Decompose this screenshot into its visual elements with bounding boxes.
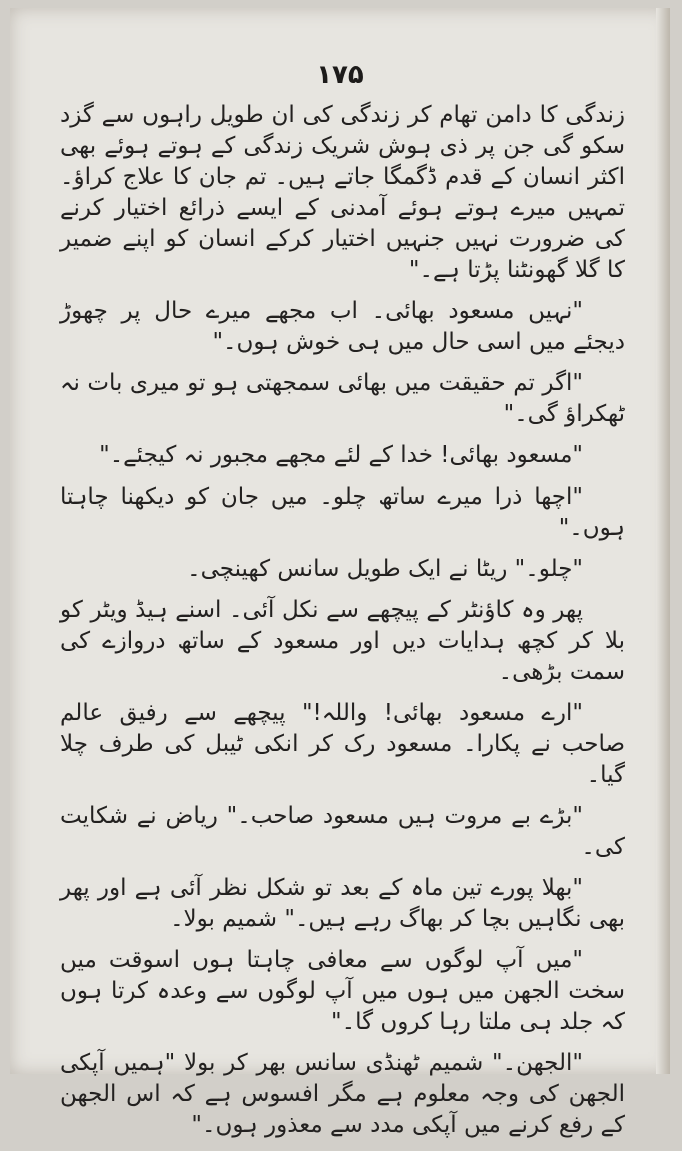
page-binding-shadow	[656, 8, 670, 1074]
paragraph-6: "چلو۔" ریٹا نے ایک طویل سانس کھینچی۔	[187, 555, 583, 582]
paragraph-11: "میں آپ لوگوں سے معافی چاہتا ہوں اسوقت میں سخت الجھن میں ہوں میں آپ لوگوں سے وعدہ کرتا ہوں کہ جلد ہی ملتا رہا کروں گا۔"	[60, 947, 625, 1036]
paragraph-9: "بڑے بے مروت ہیں مسعود صاحب۔" ریاض نے شکایت کی۔	[60, 802, 625, 860]
page-text	[60, 100, 625, 1151]
paragraph-7: پھر وہ کاؤنٹر کے پیچھے سے نکل آئی۔ اسنے ہیڈ ویٹر کو بلا کر کچھ ہدایات دیں اور مسعود کے ساتھ دروازے کی سمت بڑھی۔	[60, 596, 625, 685]
paragraph-3: "اگر تم حقیقت میں بھائی سمجھتی ہو تو میری بات نہ ٹھکراؤ گی۔"	[60, 370, 625, 428]
paragraph-8: "ارے مسعود بھائی! واللہ!" پیچھے سے رفیق عالم صاحب نے پکارا۔ مسعود رک کر انکی ٹیبل کی طرف چلا گیا۔	[60, 699, 625, 788]
paragraph-12: "الجھن۔" شمیم ٹھنڈی سانس بھر کر بولا "ہمیں آپکی الجھن کی وجہ معلوم ہے مگر افسوس ہے کہ اس الجھن کے رفع کرنے میں آپکی مدد سے معذور ہوں۔"	[60, 1050, 625, 1139]
paragraph-4: "مسعود بھائی! خدا کے لئے مجھے مجبور نہ کیجئے۔"	[99, 442, 583, 469]
paragraph-2: "نہیں مسعود بھائی۔ اب مجھے میرے حال پر چھوڑ دیجئے میں اسی حال میں ہی خوش ہوں۔"	[60, 298, 625, 356]
book-page	[10, 8, 670, 1139]
paragraph-1: زندگی کا دامن تھام کر زندگی کی ان طویل راہوں سے گزد سکو گی جن پر ذی ہوش شریک زندگی کے ہوتے ہوئے بھی اکثر انسان کے قدم ڈگمگا جاتے ہیں۔ تم جان کا علاج کراؤ۔ تمہیں میرے ہوتے ہوئے آمدنی کے ایسے ذرائع اختیار کرنے کی ضرورت نہیں جنہیں اختیار کرکے انسان کو اپنے ضمیر کا گلا گھونٹنا پڑتا ہے۔"	[60, 102, 625, 284]
page-number: ۱۷۵	[316, 60, 364, 90]
paragraph-5: "اچھا ذرا میرے ساتھ چلو۔ میں جان کو دیکھنا چاہتا ہوں۔"	[60, 483, 625, 541]
paragraph-10: "بھلا پورے تین ماہ کے بعد تو شکل نظر آئی ہے اور پھر بھی نگاہیں بچا کر بھاگ رہے ہیں۔" شمیم بولا۔	[60, 875, 625, 933]
